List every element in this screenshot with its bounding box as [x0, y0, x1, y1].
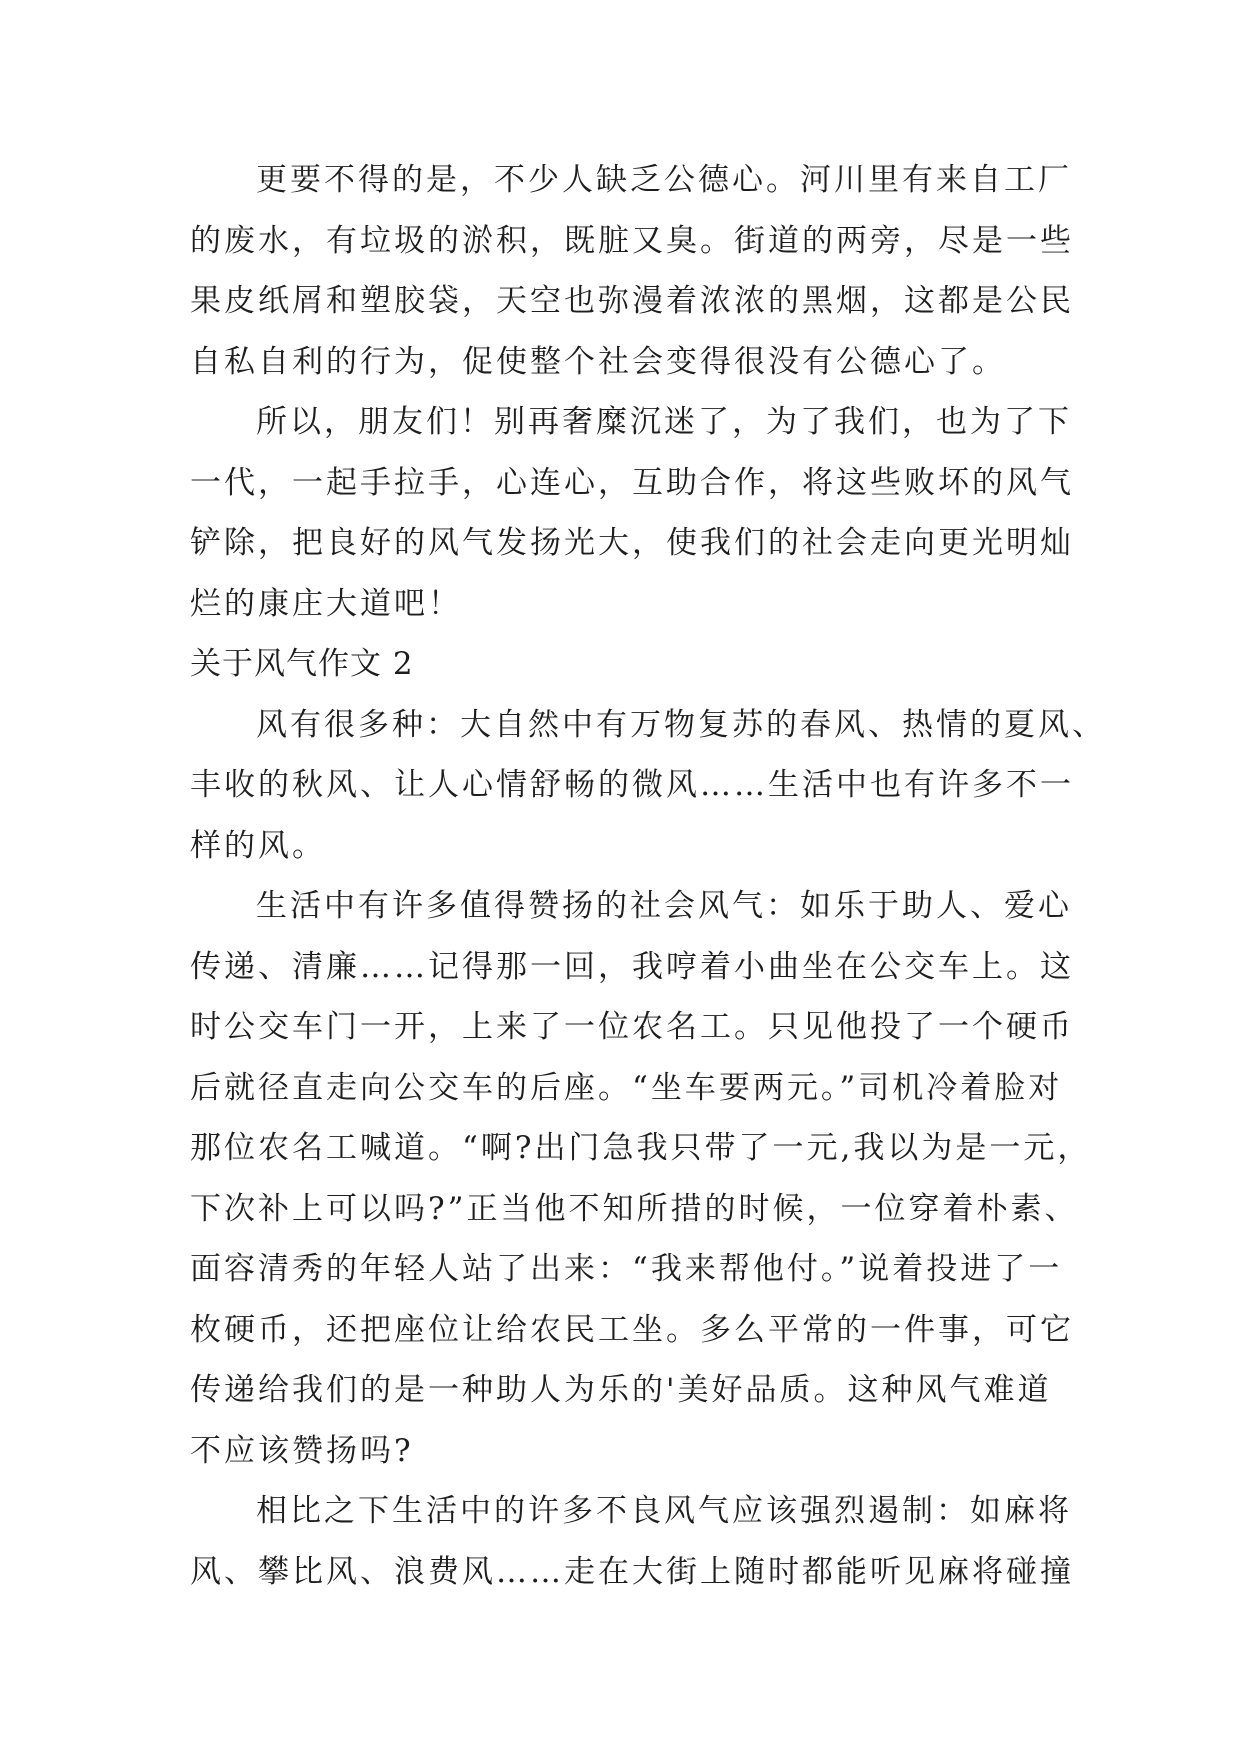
paragraph-line: 不应该赞扬吗?: [190, 1432, 414, 1469]
document-body: [190, 150, 1106, 1602]
paragraph: [190, 876, 1092, 1481]
paragraph-line: 风、攀比风、浪费风……走在大街上随时都能听见麻将碰撞: [190, 1553, 1074, 1590]
paragraph-line: 丰收的秋风、让人心情舒畅的微风……生活中也有许多不一: [190, 767, 1074, 803]
paragraph-line: 下次补上可以吗?”正当他不知所措的时候，一位穿着朴素、: [190, 1190, 1079, 1227]
paragraph: [190, 1481, 1074, 1602]
paragraph-line: 传递、清廉……记得那一回，我哼着小曲坐在公交车上。这: [190, 948, 1074, 985]
paragraph-line: 相比之下生活中的许多不良风气应该强烈遏制：如麻将: [256, 1493, 1072, 1529]
paragraph-line: 时公交车门一开，上来了一位农名工。只见他投了一个硬币: [190, 1009, 1074, 1045]
section-heading-text: 关于风气作文 2: [190, 646, 414, 682]
paragraph-line: 烂的康庄大道吧！: [190, 585, 462, 622]
paragraph-line: 面容清秀的年轻人站了出来：“我来帮他付。”说着投进了一: [190, 1251, 1063, 1287]
section-heading: [190, 634, 1070, 695]
paragraph-line: 果皮纸屑和塑胶袋，天空也弥漫着浓浓的黑烟，这都是公民: [190, 283, 1074, 319]
paragraph-line: 生活中有许多值得赞扬的社会风气：如乐于助人、爱心: [256, 888, 1072, 924]
paragraph-line: 传递给我们的是一种助人为乐的'美好品质。这种风气难道: [190, 1372, 1052, 1408]
paragraph-line: 所以，朋友们！别再奢糜沉迷了，为了我们，也为了下: [256, 404, 1072, 440]
paragraph-line: 更要不得的是，不少人缺乏公德心。河川里有来自工厂: [256, 162, 1072, 198]
paragraph-line: 后就径直走向公交车的后座。“坐车要两元。”司机冷着脸对: [190, 1069, 1063, 1106]
paragraph-line: 铲除，把良好的风气发扬光大，使我们的社会走向更光明灿: [190, 525, 1074, 561]
paragraph-line: 风有很多种：大自然中有万物复苏的春风、热情的夏风、: [256, 706, 1106, 743]
paragraph-line: 那位农名工喊道。“啊?出门急我只带了一元,我以为是一元，: [190, 1130, 1092, 1166]
paragraph: [190, 695, 1106, 877]
paragraph-line: 一代，一起手拉手，心连心，互助合作，将这些败坏的风气: [190, 464, 1074, 501]
paragraph-line: 样的风。: [190, 827, 326, 864]
paragraph-line: 自私自利的行为，促使整个社会变得很没有公德心了。: [190, 343, 1006, 380]
paragraph-line: 的废水，有垃圾的淤积，既脏又臭。街道的两旁，尽是一些: [190, 222, 1074, 259]
paragraph-line: 枚硬币，还把座位让给农民工坐。多么平常的一件事，可它: [190, 1311, 1074, 1348]
paragraph: [190, 392, 1074, 634]
paragraph: [190, 150, 1074, 392]
